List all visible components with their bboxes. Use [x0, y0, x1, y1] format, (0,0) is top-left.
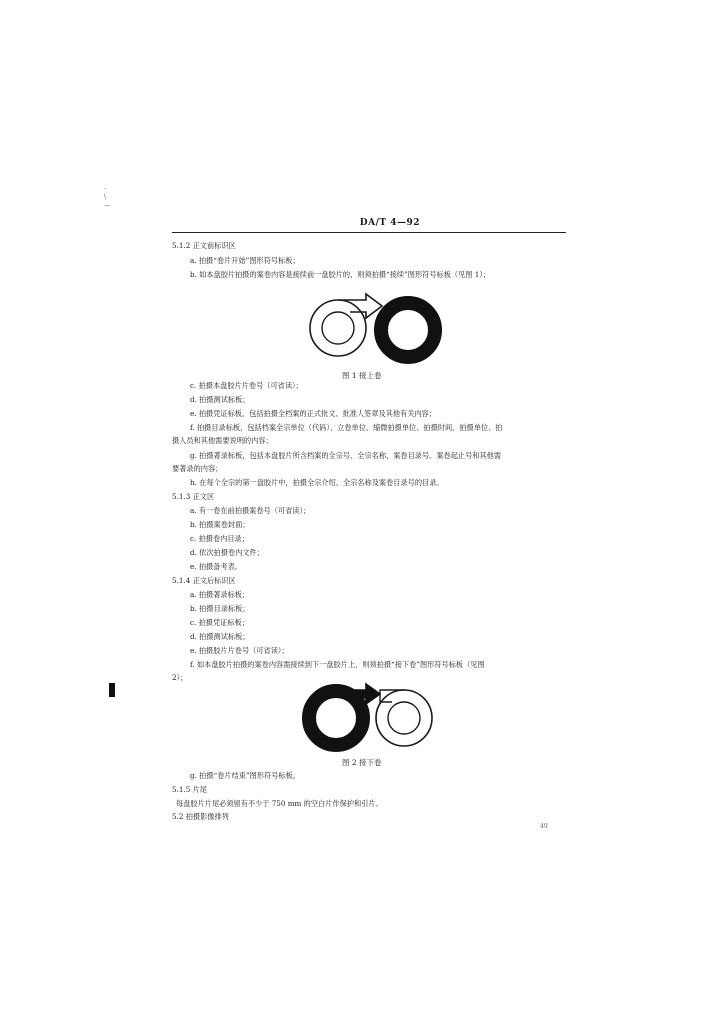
list-item-continuation: 摄人员和其他需要说明的内容； [172, 436, 273, 445]
list-item: d. 依次拍摄卷内文件； [190, 548, 264, 557]
scan-mark: \ [104, 194, 107, 201]
page-number: 49 [540, 823, 548, 830]
list-item: c. 拍摄凭证标板； [190, 618, 249, 627]
arrow-tail [380, 690, 404, 702]
list-item: b. 拍摄案卷封面； [190, 520, 250, 529]
list-item: d. 拍摄测试标板； [190, 632, 250, 641]
arrow-outline [338, 294, 382, 318]
section-heading: 5.2 拍摄影像排列 [172, 812, 229, 821]
list-item: a. 拍摄著录标板； [190, 590, 250, 599]
list-item: g. 拍摄著录标板，包括本盘胶片所含档案的全宗号、全宗名称、案卷目录号、案卷起止号和其他需 [190, 451, 502, 460]
list-item: e. 拍摄备考表。 [190, 562, 242, 571]
section-heading: 5.1.5 片尾 [172, 785, 207, 794]
list-item: h. 在每个全宗的第一盘胶片中，拍摄全宗介绍、全宗名称及案卷目录号的目录。 [190, 478, 444, 487]
section-heading: 5.1.3 正文区 [172, 492, 215, 501]
inner-ring [388, 702, 420, 734]
figure-1-caption: 图 1 接上卷 [342, 371, 382, 380]
list-item: e. 拍摄凭证标板，包括拍摄全档案的正式批文、批准人签章及其他有关内容； [190, 409, 437, 418]
list-item: c. 拍摄卷内目录； [190, 534, 249, 543]
list-item: a. 拍摄“卷片开始”图形符号标板； [190, 256, 300, 265]
figure-2-continued-next-symbol [296, 680, 444, 756]
list-item: d. 拍摄测试标板； [190, 395, 250, 404]
standard-code: DA/T 4—92 [359, 218, 420, 228]
figure-1-continued-symbol [298, 290, 446, 366]
list-item-continuation: 2）； [172, 673, 188, 682]
list-item: b. 如本盘胶片拍摄的案卷内容是接续前一盘胶片的，则须拍摄“接续”图形符号标板（见图 1）； [190, 270, 491, 279]
list-item-continuation: 要著录的内容； [172, 464, 223, 473]
solid-ring [381, 303, 435, 357]
list-item: e. 拍摄胶片片卷号（可省读）； [190, 646, 289, 655]
list-item: b. 拍摄目录标板； [190, 604, 250, 613]
scan-edge-mark [109, 683, 115, 697]
scan-marks [104, 186, 110, 210]
list-item: f. 拍摄目录标板，包括档案全宗单位（代码）、立卷单位、缩微拍摄单位、拍摄时间、拍摄单位、拍 [190, 423, 503, 432]
inner-ring [322, 312, 354, 344]
list-item: a. 有一卷在前拍摄案卷号（可省读）； [190, 506, 311, 515]
open-ring [376, 690, 432, 746]
section-heading: 5.1.4 正文后标识区 [172, 576, 236, 585]
paragraph: 每盘胶片片尾必须留有不少于 750 mm 的空白片作保护和引片。 [176, 799, 383, 808]
solid-ring [309, 691, 363, 745]
list-item: g. 拍摄“卷片结束”图形符号标板。 [190, 771, 300, 780]
section-heading: 5.1.2 正文前标识区 [172, 241, 236, 250]
page-header [172, 218, 566, 233]
open-ring [310, 300, 366, 356]
list-item: c. 拍摄本盘胶片片卷号（可省读）； [190, 381, 303, 390]
list-item: f. 如本盘胶片拍摄的案卷内容需接续到下一盘胶片上，则须拍摄“接下卷”图形符号标板（见图 [190, 660, 485, 669]
scan-mark: — [104, 202, 110, 209]
figure-2-caption: 图 2 接下卷 [342, 758, 382, 767]
scan-mark: · [104, 186, 106, 193]
